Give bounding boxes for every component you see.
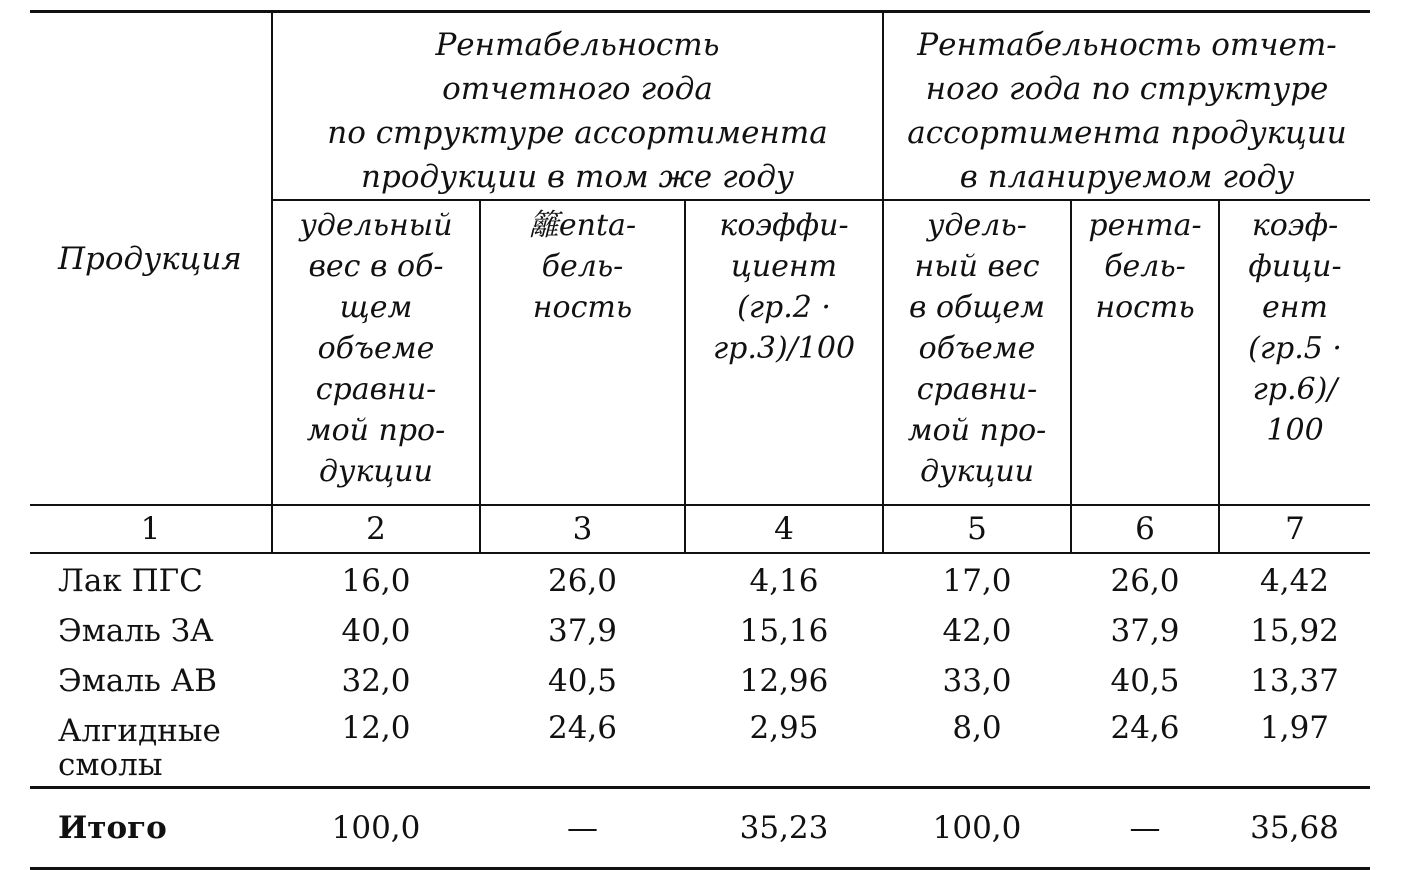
- subheader-line: мой про-: [306, 413, 446, 448]
- subheader-coefficient-planned: [1219, 200, 1370, 505]
- subheader-line: сравни-: [315, 372, 437, 407]
- subheader-line: сравни-: [916, 372, 1038, 407]
- total-row: [30, 788, 1370, 869]
- group2-line: Рентабельность отчет-: [917, 27, 1337, 63]
- total-value: 35,68: [1219, 788, 1370, 869]
- cell-value: 15,92: [1250, 613, 1339, 649]
- subheader-profitability-reporting: [480, 200, 685, 505]
- cell-value: 4,42: [1260, 563, 1330, 599]
- subheader-line: (гр.2 ·: [737, 290, 831, 325]
- subheader-line: вес в об-: [308, 249, 444, 284]
- subheader-share-reporting: [272, 200, 480, 505]
- product-name: Лак ПГС: [58, 563, 203, 599]
- group-header-reporting-year: [272, 12, 883, 201]
- cell-value: 12,0: [341, 710, 411, 746]
- product-name-line: Алгидные: [58, 713, 221, 749]
- subheader-profitability-planned: [1071, 200, 1219, 505]
- subheader-line: (гр.5 ·: [1248, 331, 1342, 366]
- cell-value: 2,95: [749, 710, 819, 746]
- subheader-line: ность: [1095, 290, 1195, 325]
- cell-value: 17,0: [942, 563, 1012, 599]
- total-value: —: [1071, 788, 1219, 869]
- subheader-line: гр.3)/100: [712, 331, 856, 366]
- subheader-line: ность: [532, 290, 633, 325]
- subheader-line: коэф-: [1251, 208, 1339, 243]
- table-row: [30, 658, 1370, 708]
- cell-value: 40,0: [341, 613, 411, 649]
- subheader-line: объеме: [918, 331, 1036, 366]
- cell-value: 15,16: [739, 613, 829, 649]
- cell-value: 26,0: [1110, 563, 1180, 599]
- cell-value: 13,37: [1250, 663, 1339, 699]
- group2-line: ассортимента продукции: [907, 115, 1347, 151]
- subheader-line: дукции: [920, 454, 1034, 489]
- subheader-line: 籬enta-: [528, 208, 637, 243]
- cell-value: 42,0: [942, 613, 1012, 649]
- subheader-line: мой про-: [907, 413, 1047, 448]
- subheader-line: объеме: [317, 331, 435, 366]
- column-number: 2: [272, 505, 480, 553]
- total-value: —: [480, 788, 685, 869]
- cell-value: 16,0: [341, 563, 411, 599]
- cell-value: 37,9: [1110, 613, 1180, 649]
- cell-value: 24,6: [1110, 710, 1180, 746]
- subheader-line: удельный: [299, 208, 453, 243]
- cell-value: 40,5: [547, 663, 618, 699]
- product-name-line: смолы: [58, 747, 163, 783]
- product-name: Эмаль ЗА: [58, 613, 214, 649]
- column-number: 6: [1071, 505, 1219, 553]
- table-row: [30, 608, 1370, 658]
- subheader-line: щем: [339, 290, 413, 325]
- cell-value: 8,0: [952, 710, 1002, 746]
- subheader-line: 100: [1266, 413, 1324, 448]
- subheader-line: циент: [730, 249, 838, 284]
- subheader-line: ный вес: [914, 249, 1040, 284]
- cell-value: 37,9: [547, 613, 618, 649]
- subheader-line: ент: [1262, 290, 1328, 325]
- subheader-line: бель-: [1104, 249, 1186, 284]
- total-value: 35,23: [685, 788, 883, 869]
- subheader-coefficient-reporting: [685, 200, 883, 505]
- cell-value: 26,0: [547, 563, 618, 599]
- group-header-planned-year: [883, 12, 1370, 201]
- total-value: 100,0: [272, 788, 480, 869]
- group1-line: продукции в том же году: [361, 159, 794, 195]
- cell-value: 4,16: [749, 563, 819, 599]
- cell-value: 1,97: [1260, 710, 1330, 746]
- subheader-line: фици-: [1248, 249, 1342, 284]
- subheader-share-planned: [883, 200, 1071, 505]
- column-number: 3: [480, 505, 685, 553]
- subheader-line: удель-: [927, 208, 1027, 243]
- column-number: 4: [685, 505, 883, 553]
- product-name: Эмаль АВ: [58, 663, 217, 699]
- table-row: [30, 708, 1370, 788]
- group2-line: в планируемом году: [959, 159, 1295, 195]
- subheader-line: гр.6)/: [1252, 372, 1338, 407]
- table-row: [30, 553, 1370, 608]
- cell-value: 33,0: [942, 663, 1012, 699]
- column-number: 1: [30, 505, 272, 553]
- group2-line: ного года по структуре: [925, 71, 1329, 107]
- total-value: 100,0: [883, 788, 1071, 869]
- column-number: 5: [883, 505, 1071, 553]
- group1-line: отчетного года: [442, 71, 713, 107]
- subheader-line: бель-: [541, 249, 624, 284]
- group1-line: Рентабельность: [435, 27, 720, 63]
- total-label: Итого: [30, 788, 272, 869]
- subheader-line: дукции: [319, 454, 433, 489]
- cell-value: 12,96: [739, 663, 829, 699]
- product-column-header: Продукция: [30, 12, 272, 506]
- cell-value: 40,5: [1110, 663, 1180, 699]
- cell-value: 32,0: [341, 663, 411, 699]
- column-number: 7: [1219, 505, 1370, 553]
- group1-line: по структуре ассортимента: [327, 115, 828, 151]
- profitability-table: [30, 10, 1370, 870]
- product-name: [30, 708, 272, 788]
- subheader-line: рента-: [1088, 208, 1202, 243]
- subheader-line: коэффи-: [719, 208, 849, 243]
- subheader-line: в общем: [909, 290, 1046, 325]
- page: [30, 10, 1370, 855]
- cell-value: 24,6: [547, 710, 618, 746]
